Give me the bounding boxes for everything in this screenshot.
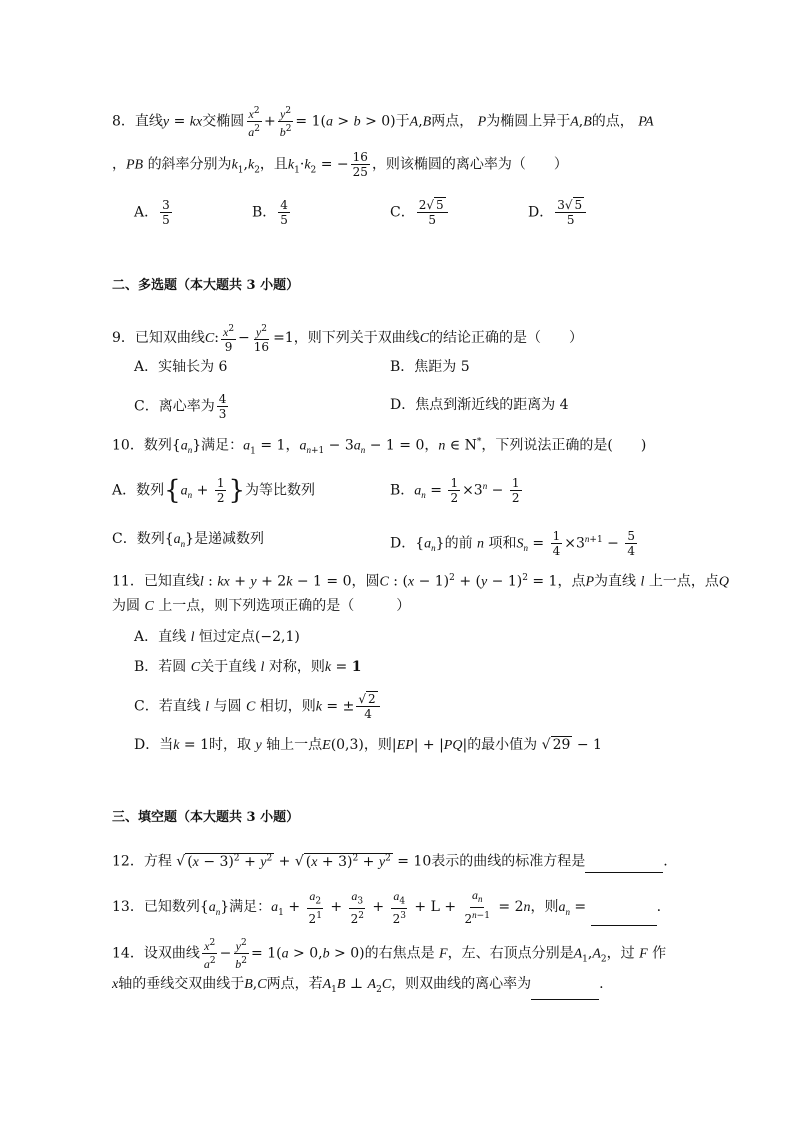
q11-option-a[interactable]: A．直线 l 恒过定点(−2,1) — [134, 629, 300, 645]
q11-stem-line1: 11．已知直线l : kx + y + 2k − 1 = 0，圆C : $(x - 1)^2 + (y - 1)^2 = 1$，点P为直线 l 上一点，点Q — [112, 573, 729, 590]
q10-option-a[interactable]: A．数列{$a_n$ + $\frac{1}{2}$ }为等比数列 — [112, 475, 315, 506]
q9-option-d[interactable]: D．焦点到渐近线的距离为 4 — [390, 397, 569, 413]
q11-option-b[interactable]: B．若圆 C关于直线 l 对称，则k = 1 — [134, 659, 362, 675]
q12-answer-blank[interactable] — [585, 857, 663, 873]
section-heading-fill-in: 三、填空题（本大题共 3 小题） — [112, 810, 300, 825]
q11-option-d[interactable]: D．当k = 1时，取 y 轴上一点E(0,3)，则|EP| + |PQ|的最小值为 √ 29 − 1 — [134, 737, 602, 753]
q14-stem-line1: 14．设双曲线 $\frac{x^2}{a^2}$ − $\frac{y^2}{b^2}$ = 1(a > 0,b > 0)的右焦点是 F，左、右顶点分别是$A_1,A_2$，过 F 作 — [112, 938, 667, 971]
q9-option-b[interactable]: B．焦距为 5 — [390, 359, 470, 375]
q10-stem: 10．数列$\{a_n\}$满足：$a_1 = 1$，$a_{n+1} - 3a_n - 1 = 0$，n ∈ N*，下列说法正确的是( ) — [112, 437, 647, 457]
q10-option-b[interactable]: B．$a_n$ = $\frac{1}{2}$ $\times 3^n$ − $\frac{1}{2}$ — [390, 476, 520, 506]
q8-number: 8． — [112, 113, 135, 130]
q14-answer-blank[interactable] — [531, 984, 599, 1000]
q8-option-d[interactable]: D． $\frac{3√ 5}{5}$ — [528, 198, 588, 227]
q9-option-c[interactable]: C．离心率为 $\frac{4}{3}$ — [134, 392, 227, 421]
q14-stem-line2: x轴的垂线交双曲线于B,C两点，若$A_1B$ ⊥ $A_2C$，则双曲线的离心率为 . — [112, 974, 604, 1000]
q8-option-a[interactable]: A． $\frac{3}{5}$ — [134, 198, 170, 227]
q8-option-c[interactable]: C． $\frac{2√ 5}{5}$ — [390, 198, 450, 227]
q8-line2: ，PB 的斜率分别为$k_1,k_2$，且$k_1\cdot k_2$ = − $\frac{16}{25}$ ，则该椭圆的离心率为（ ） — [112, 150, 568, 179]
section-heading-multiple-choice: 二、多选题（本大题共 3 小题） — [112, 278, 300, 293]
q13-stem: 13．已知数列$\{a_n\}$满足：$a_1$ + $\frac{a_2}{2^1}$ + $\frac{a_3}{2^2}$ + $\frac{a_4}{2^3}$ + L + $\frac{a_n}{2^{n-1}}$ = 2n，则$a_n$ = . — [112, 888, 662, 927]
q8-option-b[interactable]: B． $\frac{4}{5}$ — [252, 198, 288, 227]
q13-answer-blank[interactable] — [591, 910, 657, 926]
q11-stem-line2: 为圆 C 上一点，则下列选项正确的是（ ） — [112, 598, 411, 614]
q9-option-a[interactable]: A．实轴长为 6 — [134, 359, 228, 375]
q10-option-d[interactable]: D．$\{a_n\}$的前 n 项和$S_n$ = $\frac{1}{4}$ $\times 3^{n+1}$ − $\frac{5}{4}$ — [390, 529, 635, 559]
q12-stem: 12．方程 √ $(x - 3)^2 + y^2$ + √ $(x + 3)^2 + y^2 = 10$表示的曲线的标准方程是 . — [112, 848, 668, 873]
q10-option-c[interactable]: C．数列$\{a_n\}$是递减数列 — [112, 531, 265, 549]
q11-option-c[interactable]: C．若直线 l 与圆 C 相切，则k = ± $\frac{√ 2}{4}$ — [134, 692, 382, 721]
q9-stem: 9．已知双曲线C: $\frac{x^2}{9}$ − $\frac{y^2}{16}$ =1，则下列关于双曲线C的结论正确的是（ ） — [112, 324, 584, 354]
q8-line1: 8．直线y = kx交椭圆 $\frac{x^2}{a^2}$ + $\frac{y^2}{b^2}$ = 1(a > b > 0)于A,B两点， P为椭圆上异于A,B的点， PA — [112, 106, 654, 139]
